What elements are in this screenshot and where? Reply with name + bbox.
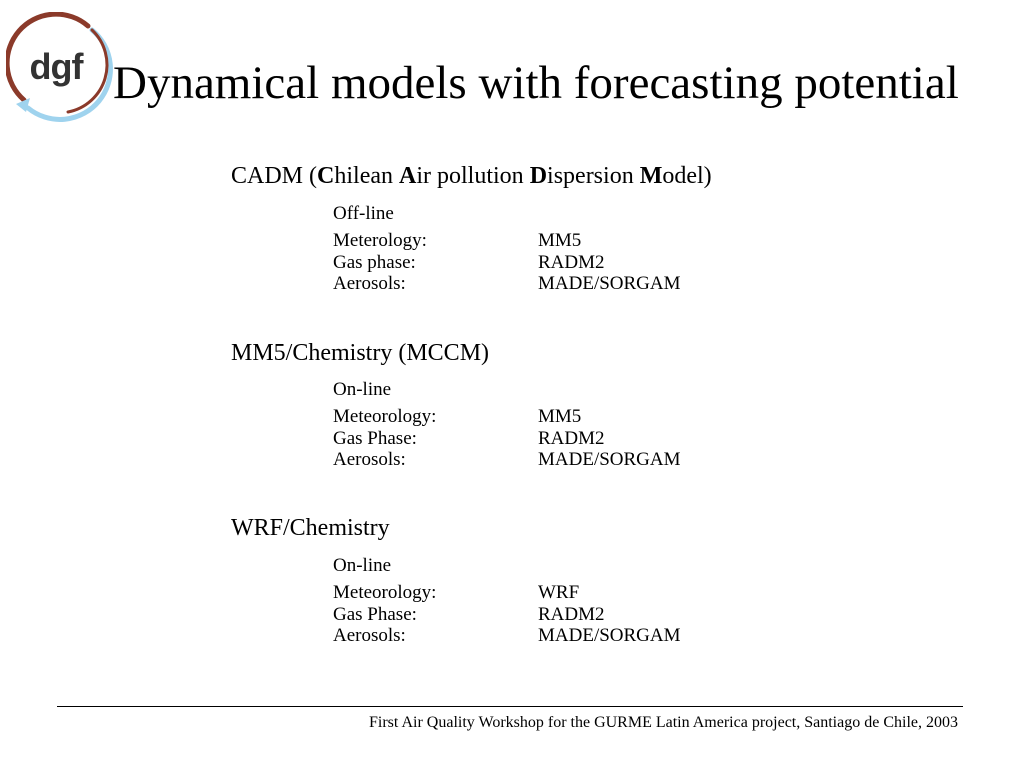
footer-text: First Air Quality Workshop for the GURME Latin America project, Santiago de Chile, 2003 bbox=[369, 714, 958, 731]
model-heading: MM5/Chemistry (MCCM) bbox=[231, 340, 490, 366]
component-value: RADM2 bbox=[538, 251, 605, 273]
component-label: Gas Phase: bbox=[333, 427, 417, 449]
component-row bbox=[333, 428, 753, 450]
heading-text: hilean bbox=[334, 163, 399, 189]
component-label: Meteorology: bbox=[333, 406, 437, 427]
model-heading: WRF/Chemistry bbox=[231, 515, 390, 541]
component-label: Gas Phase: bbox=[333, 603, 417, 625]
model-section-cadm bbox=[231, 162, 991, 294]
heading-initial: D bbox=[529, 163, 548, 189]
component-label: Gas phase: bbox=[333, 251, 416, 273]
model-section-mccm bbox=[231, 339, 991, 470]
footer-divider bbox=[57, 706, 963, 707]
component-label: Aerosols: bbox=[333, 273, 406, 294]
component-row bbox=[333, 230, 753, 252]
component-row bbox=[333, 582, 753, 604]
coupling-mode: On-line bbox=[333, 555, 392, 576]
model-section-wrf-chem bbox=[231, 514, 991, 646]
component-row bbox=[333, 252, 753, 274]
logo-text: dgf bbox=[29, 46, 83, 87]
heading-text: CADM ( bbox=[231, 163, 318, 189]
heading-initial: A bbox=[399, 163, 417, 189]
component-value: MADE/SORGAM bbox=[538, 449, 681, 470]
component-value: MM5 bbox=[538, 230, 582, 251]
component-value: MM5 bbox=[538, 406, 582, 427]
component-list bbox=[333, 406, 753, 471]
component-row bbox=[333, 449, 753, 471]
page-title: Dynamical models with forecasting potential bbox=[113, 57, 959, 109]
component-row bbox=[333, 604, 753, 626]
component-value: MADE/SORGAM bbox=[538, 625, 681, 646]
component-value: WRF bbox=[538, 582, 580, 603]
component-value: RADM2 bbox=[538, 603, 605, 625]
heading-text: ispersion bbox=[547, 163, 640, 189]
component-list bbox=[333, 582, 753, 647]
coupling-mode: Off-line bbox=[333, 203, 394, 224]
component-row bbox=[333, 406, 753, 428]
heading-initial: M bbox=[639, 163, 663, 189]
dgf-logo bbox=[6, 12, 116, 122]
heading-text: ir pollution bbox=[416, 163, 530, 189]
component-value: RADM2 bbox=[538, 427, 605, 449]
component-label: Meterology: bbox=[333, 230, 427, 251]
component-list bbox=[333, 230, 753, 295]
component-row bbox=[333, 273, 753, 295]
component-row bbox=[333, 625, 753, 647]
component-label: Meteorology: bbox=[333, 582, 437, 603]
component-label: Aerosols: bbox=[333, 449, 406, 470]
model-heading bbox=[231, 162, 991, 190]
component-value: MADE/SORGAM bbox=[538, 273, 681, 294]
heading-text: odel) bbox=[662, 163, 712, 189]
coupling-mode: On-line bbox=[333, 379, 392, 400]
heading-initial: C bbox=[317, 163, 335, 189]
component-label: Aerosols: bbox=[333, 625, 406, 646]
